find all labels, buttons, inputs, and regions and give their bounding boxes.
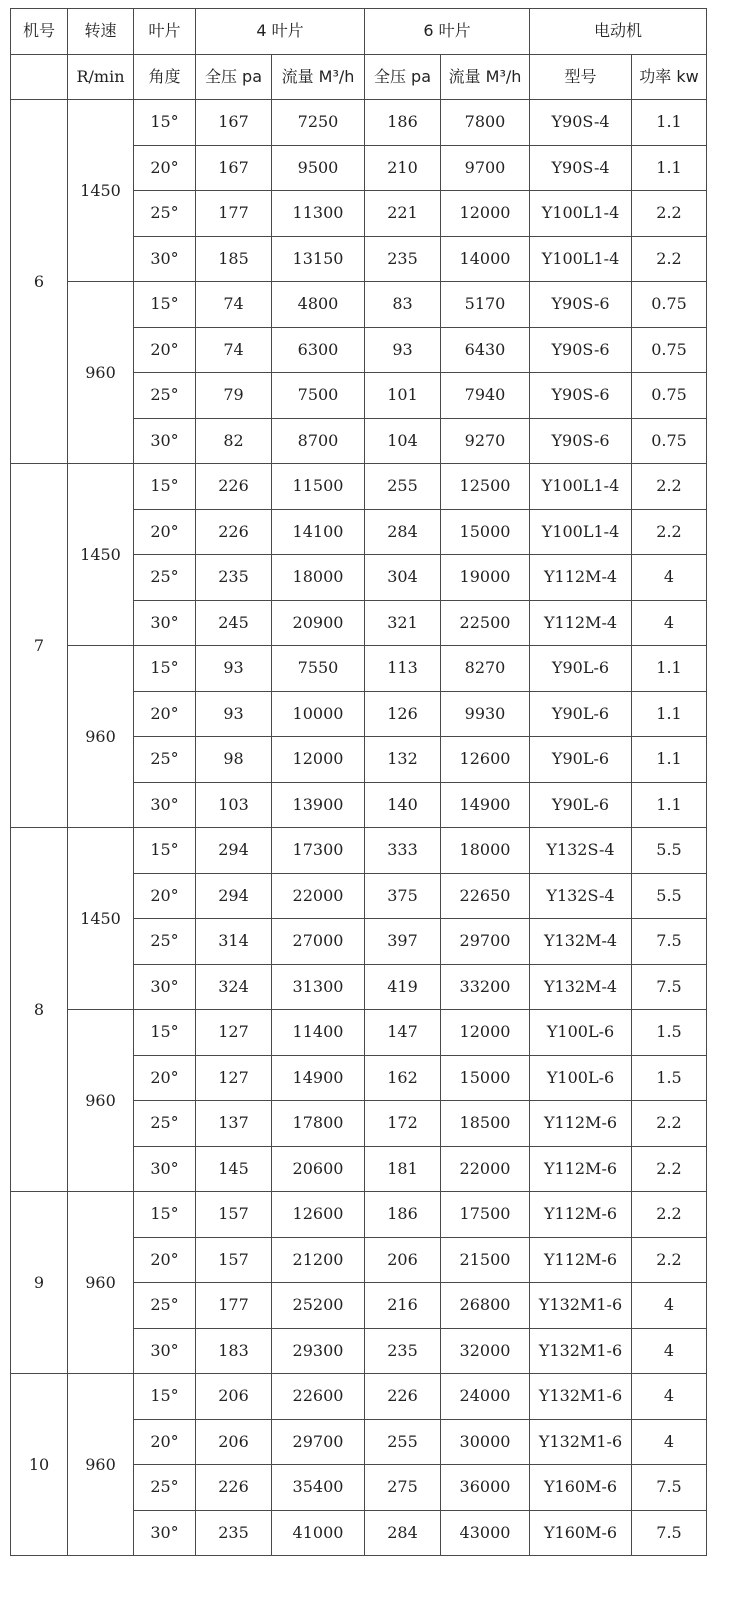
motor-power-cell: 1.1: [632, 737, 707, 783]
motor-model-cell: Y90S-6: [530, 418, 632, 464]
angle-cell: 25°: [134, 919, 196, 965]
pressure-4-cell: 235: [196, 1510, 272, 1556]
header-model: 型号: [530, 54, 632, 100]
motor-model-cell: Y132M-4: [530, 919, 632, 965]
flow-6-cell: 43000: [441, 1510, 530, 1556]
table-row: [11, 828, 707, 874]
header-row-1: [11, 9, 707, 55]
machine-no-cell: 6: [11, 100, 68, 464]
angle-cell: 30°: [134, 782, 196, 828]
pressure-6-cell: 172: [365, 1101, 441, 1147]
fan-performance-table: [10, 8, 707, 1556]
angle-cell: 30°: [134, 236, 196, 282]
flow-4-cell: 29700: [272, 1419, 365, 1465]
flow-6-cell: 9270: [441, 418, 530, 464]
table-row: [11, 646, 707, 692]
pressure-4-cell: 79: [196, 373, 272, 419]
flow-6-cell: 8270: [441, 646, 530, 692]
flow-4-cell: 14900: [272, 1055, 365, 1101]
motor-power-cell: 4: [632, 1328, 707, 1374]
pressure-4-cell: 294: [196, 873, 272, 919]
pressure-4-cell: 177: [196, 191, 272, 237]
flow-4-cell: 4800: [272, 282, 365, 328]
motor-model-cell: Y90L-6: [530, 691, 632, 737]
pressure-4-cell: 127: [196, 1010, 272, 1056]
flow-4-cell: 17800: [272, 1101, 365, 1147]
angle-cell: 15°: [134, 646, 196, 692]
angle-cell: 15°: [134, 1010, 196, 1056]
angle-cell: 15°: [134, 1192, 196, 1238]
pressure-6-cell: 162: [365, 1055, 441, 1101]
motor-power-cell: 2.2: [632, 236, 707, 282]
table-body: [11, 100, 707, 1556]
header-speed: 转速: [68, 9, 134, 55]
angle-cell: 30°: [134, 1146, 196, 1192]
angle-cell: 20°: [134, 327, 196, 373]
flow-6-cell: 9700: [441, 145, 530, 191]
speed-cell: 1450: [68, 100, 134, 282]
pressure-4-cell: 235: [196, 555, 272, 601]
motor-power-cell: 4: [632, 600, 707, 646]
header-pressure-4: 全压 pa: [196, 54, 272, 100]
flow-6-cell: 19000: [441, 555, 530, 601]
motor-model-cell: Y112M-4: [530, 600, 632, 646]
pressure-4-cell: 167: [196, 145, 272, 191]
table-row: [11, 282, 707, 328]
flow-4-cell: 20900: [272, 600, 365, 646]
angle-cell: 15°: [134, 100, 196, 146]
motor-power-cell: 1.5: [632, 1055, 707, 1101]
pressure-6-cell: 304: [365, 555, 441, 601]
pressure-6-cell: 126: [365, 691, 441, 737]
angle-cell: 20°: [134, 1055, 196, 1101]
motor-power-cell: 7.5: [632, 919, 707, 965]
flow-6-cell: 14000: [441, 236, 530, 282]
table-row: [11, 100, 707, 146]
flow-6-cell: 22000: [441, 1146, 530, 1192]
machine-no-cell: 7: [11, 464, 68, 828]
flow-4-cell: 7500: [272, 373, 365, 419]
angle-cell: 30°: [134, 418, 196, 464]
angle-cell: 20°: [134, 691, 196, 737]
flow-4-cell: 11500: [272, 464, 365, 510]
angle-cell: 25°: [134, 373, 196, 419]
motor-model-cell: Y90L-6: [530, 737, 632, 783]
flow-4-cell: 21200: [272, 1237, 365, 1283]
pressure-6-cell: 210: [365, 145, 441, 191]
pressure-6-cell: 284: [365, 1510, 441, 1556]
header-speed-unit: R/min: [68, 54, 134, 100]
pressure-4-cell: 145: [196, 1146, 272, 1192]
flow-6-cell: 6430: [441, 327, 530, 373]
pressure-6-cell: 132: [365, 737, 441, 783]
table-row: [11, 1192, 707, 1238]
machine-no-cell: 8: [11, 828, 68, 1192]
pressure-6-cell: 186: [365, 100, 441, 146]
header-blade: 叶片: [134, 9, 196, 55]
angle-cell: 25°: [134, 1101, 196, 1147]
flow-4-cell: 7550: [272, 646, 365, 692]
flow-6-cell: 14900: [441, 782, 530, 828]
header-four-blade: 4 叶片: [196, 9, 365, 55]
flow-4-cell: 41000: [272, 1510, 365, 1556]
header-machine-no-blank: [11, 54, 68, 100]
flow-4-cell: 11300: [272, 191, 365, 237]
header-pressure-6: 全压 pa: [365, 54, 441, 100]
pressure-6-cell: 221: [365, 191, 441, 237]
motor-power-cell: 7.5: [632, 1465, 707, 1511]
motor-model-cell: Y90S-6: [530, 373, 632, 419]
flow-6-cell: 22500: [441, 600, 530, 646]
header-flow-4: 流量 M³/h: [272, 54, 365, 100]
pressure-6-cell: 235: [365, 236, 441, 282]
flow-6-cell: 12000: [441, 1010, 530, 1056]
angle-cell: 15°: [134, 1374, 196, 1420]
machine-no-cell: 9: [11, 1192, 68, 1374]
pressure-4-cell: 185: [196, 236, 272, 282]
pressure-6-cell: 255: [365, 464, 441, 510]
speed-cell: 960: [68, 1374, 134, 1556]
flow-4-cell: 31300: [272, 964, 365, 1010]
header-power: 功率 kw: [632, 54, 707, 100]
flow-4-cell: 17300: [272, 828, 365, 874]
angle-cell: 30°: [134, 600, 196, 646]
pressure-4-cell: 294: [196, 828, 272, 874]
flow-6-cell: 24000: [441, 1374, 530, 1420]
flow-4-cell: 13150: [272, 236, 365, 282]
motor-model-cell: Y90L-6: [530, 782, 632, 828]
angle-cell: 15°: [134, 282, 196, 328]
motor-model-cell: Y132M-4: [530, 964, 632, 1010]
flow-6-cell: 21500: [441, 1237, 530, 1283]
pressure-4-cell: 157: [196, 1192, 272, 1238]
flow-6-cell: 12500: [441, 464, 530, 510]
pressure-6-cell: 216: [365, 1283, 441, 1329]
flow-6-cell: 15000: [441, 509, 530, 555]
flow-4-cell: 12000: [272, 737, 365, 783]
motor-power-cell: 7.5: [632, 1510, 707, 1556]
flow-6-cell: 15000: [441, 1055, 530, 1101]
motor-model-cell: Y90S-4: [530, 100, 632, 146]
angle-cell: 25°: [134, 1283, 196, 1329]
flow-4-cell: 18000: [272, 555, 365, 601]
flow-4-cell: 35400: [272, 1465, 365, 1511]
pressure-6-cell: 147: [365, 1010, 441, 1056]
angle-cell: 25°: [134, 1465, 196, 1511]
motor-power-cell: 2.2: [632, 1101, 707, 1147]
pressure-4-cell: 103: [196, 782, 272, 828]
motor-model-cell: Y112M-6: [530, 1146, 632, 1192]
flow-6-cell: 17500: [441, 1192, 530, 1238]
motor-power-cell: 0.75: [632, 373, 707, 419]
angle-cell: 20°: [134, 873, 196, 919]
motor-power-cell: 5.5: [632, 873, 707, 919]
flow-4-cell: 29300: [272, 1328, 365, 1374]
flow-6-cell: 12000: [441, 191, 530, 237]
table-row: [11, 464, 707, 510]
flow-4-cell: 14100: [272, 509, 365, 555]
pressure-4-cell: 82: [196, 418, 272, 464]
flow-4-cell: 8700: [272, 418, 365, 464]
angle-cell: 30°: [134, 1328, 196, 1374]
motor-model-cell: Y90S-4: [530, 145, 632, 191]
pressure-6-cell: 93: [365, 327, 441, 373]
header-machine-no: 机号: [11, 9, 68, 55]
flow-4-cell: 9500: [272, 145, 365, 191]
flow-4-cell: 22600: [272, 1374, 365, 1420]
motor-power-cell: 1.1: [632, 145, 707, 191]
motor-power-cell: 1.1: [632, 646, 707, 692]
speed-cell: 1450: [68, 828, 134, 1010]
table-row: [11, 1374, 707, 1420]
pressure-6-cell: 83: [365, 282, 441, 328]
motor-model-cell: Y100L1-4: [530, 236, 632, 282]
flow-6-cell: 12600: [441, 737, 530, 783]
motor-model-cell: Y90L-6: [530, 646, 632, 692]
flow-6-cell: 29700: [441, 919, 530, 965]
motor-power-cell: 4: [632, 1283, 707, 1329]
motor-power-cell: 0.75: [632, 282, 707, 328]
motor-power-cell: 4: [632, 1419, 707, 1465]
motor-model-cell: Y132M1-6: [530, 1328, 632, 1374]
flow-6-cell: 32000: [441, 1328, 530, 1374]
motor-model-cell: Y112M-6: [530, 1101, 632, 1147]
angle-cell: 20°: [134, 1237, 196, 1283]
pressure-6-cell: 275: [365, 1465, 441, 1511]
angle-cell: 25°: [134, 191, 196, 237]
motor-power-cell: 1.1: [632, 691, 707, 737]
motor-power-cell: 1.1: [632, 782, 707, 828]
angle-cell: 20°: [134, 145, 196, 191]
motor-power-cell: 4: [632, 1374, 707, 1420]
angle-cell: 15°: [134, 828, 196, 874]
flow-6-cell: 33200: [441, 964, 530, 1010]
pressure-4-cell: 245: [196, 600, 272, 646]
table-row: [11, 1010, 707, 1056]
pressure-4-cell: 324: [196, 964, 272, 1010]
motor-model-cell: Y90S-6: [530, 282, 632, 328]
pressure-6-cell: 104: [365, 418, 441, 464]
motor-power-cell: 2.2: [632, 191, 707, 237]
motor-power-cell: 0.75: [632, 327, 707, 373]
header-angle: 角度: [134, 54, 196, 100]
motor-model-cell: Y160M-6: [530, 1465, 632, 1511]
flow-4-cell: 22000: [272, 873, 365, 919]
motor-model-cell: Y112M-6: [530, 1192, 632, 1238]
angle-cell: 20°: [134, 509, 196, 555]
pressure-6-cell: 235: [365, 1328, 441, 1374]
motor-model-cell: Y112M-4: [530, 555, 632, 601]
pressure-4-cell: 93: [196, 691, 272, 737]
motor-power-cell: 2.2: [632, 1192, 707, 1238]
header-row-2: [11, 54, 707, 100]
pressure-4-cell: 206: [196, 1419, 272, 1465]
pressure-4-cell: 314: [196, 919, 272, 965]
motor-power-cell: 2.2: [632, 509, 707, 555]
motor-model-cell: Y132M1-6: [530, 1419, 632, 1465]
header-flow-6: 流量 M³/h: [441, 54, 530, 100]
motor-power-cell: 2.2: [632, 1146, 707, 1192]
angle-cell: 15°: [134, 464, 196, 510]
speed-cell: 1450: [68, 464, 134, 646]
flow-6-cell: 7800: [441, 100, 530, 146]
flow-6-cell: 18500: [441, 1101, 530, 1147]
motor-power-cell: 0.75: [632, 418, 707, 464]
angle-cell: 20°: [134, 1419, 196, 1465]
pressure-6-cell: 375: [365, 873, 441, 919]
flow-4-cell: 13900: [272, 782, 365, 828]
motor-power-cell: 4: [632, 555, 707, 601]
flow-4-cell: 12600: [272, 1192, 365, 1238]
pressure-4-cell: 226: [196, 1465, 272, 1511]
pressure-4-cell: 137: [196, 1101, 272, 1147]
pressure-6-cell: 321: [365, 600, 441, 646]
motor-model-cell: Y132M1-6: [530, 1283, 632, 1329]
pressure-4-cell: 226: [196, 464, 272, 510]
pressure-4-cell: 157: [196, 1237, 272, 1283]
motor-model-cell: Y132S-4: [530, 828, 632, 874]
motor-power-cell: 1.1: [632, 100, 707, 146]
pressure-6-cell: 113: [365, 646, 441, 692]
flow-6-cell: 30000: [441, 1419, 530, 1465]
flow-4-cell: 20600: [272, 1146, 365, 1192]
pressure-6-cell: 419: [365, 964, 441, 1010]
flow-6-cell: 18000: [441, 828, 530, 874]
motor-model-cell: Y100L-6: [530, 1010, 632, 1056]
pressure-4-cell: 74: [196, 282, 272, 328]
speed-cell: 960: [68, 282, 134, 464]
pressure-6-cell: 397: [365, 919, 441, 965]
pressure-4-cell: 98: [196, 737, 272, 783]
speed-cell: 960: [68, 1192, 134, 1374]
pressure-4-cell: 167: [196, 100, 272, 146]
flow-4-cell: 7250: [272, 100, 365, 146]
pressure-6-cell: 101: [365, 373, 441, 419]
machine-no-cell: 10: [11, 1374, 68, 1556]
motor-power-cell: 1.5: [632, 1010, 707, 1056]
flow-6-cell: 22650: [441, 873, 530, 919]
flow-6-cell: 5170: [441, 282, 530, 328]
pressure-4-cell: 206: [196, 1374, 272, 1420]
pressure-4-cell: 177: [196, 1283, 272, 1329]
flow-4-cell: 27000: [272, 919, 365, 965]
motor-model-cell: Y132M1-6: [530, 1374, 632, 1420]
motor-model-cell: Y100L1-4: [530, 509, 632, 555]
motor-power-cell: 5.5: [632, 828, 707, 874]
flow-6-cell: 26800: [441, 1283, 530, 1329]
flow-4-cell: 6300: [272, 327, 365, 373]
speed-cell: 960: [68, 1010, 134, 1192]
pressure-6-cell: 206: [365, 1237, 441, 1283]
motor-power-cell: 2.2: [632, 1237, 707, 1283]
angle-cell: 30°: [134, 964, 196, 1010]
motor-model-cell: Y90S-6: [530, 327, 632, 373]
pressure-4-cell: 183: [196, 1328, 272, 1374]
motor-model-cell: Y100L1-4: [530, 191, 632, 237]
header-six-blade: 6 叶片: [365, 9, 530, 55]
motor-model-cell: Y112M-6: [530, 1237, 632, 1283]
pressure-4-cell: 74: [196, 327, 272, 373]
pressure-4-cell: 93: [196, 646, 272, 692]
pressure-6-cell: 284: [365, 509, 441, 555]
pressure-6-cell: 181: [365, 1146, 441, 1192]
flow-4-cell: 10000: [272, 691, 365, 737]
pressure-6-cell: 333: [365, 828, 441, 874]
pressure-4-cell: 226: [196, 509, 272, 555]
motor-model-cell: Y100L-6: [530, 1055, 632, 1101]
motor-model-cell: Y132S-4: [530, 873, 632, 919]
angle-cell: 30°: [134, 1510, 196, 1556]
pressure-6-cell: 255: [365, 1419, 441, 1465]
flow-6-cell: 36000: [441, 1465, 530, 1511]
flow-6-cell: 9930: [441, 691, 530, 737]
pressure-6-cell: 140: [365, 782, 441, 828]
header-motor: 电动机: [530, 9, 707, 55]
motor-model-cell: Y100L1-4: [530, 464, 632, 510]
pressure-4-cell: 127: [196, 1055, 272, 1101]
flow-4-cell: 25200: [272, 1283, 365, 1329]
speed-cell: 960: [68, 646, 134, 828]
angle-cell: 25°: [134, 555, 196, 601]
angle-cell: 25°: [134, 737, 196, 783]
flow-6-cell: 7940: [441, 373, 530, 419]
motor-power-cell: 2.2: [632, 464, 707, 510]
pressure-6-cell: 186: [365, 1192, 441, 1238]
flow-4-cell: 11400: [272, 1010, 365, 1056]
motor-power-cell: 7.5: [632, 964, 707, 1010]
pressure-6-cell: 226: [365, 1374, 441, 1420]
motor-model-cell: Y160M-6: [530, 1510, 632, 1556]
